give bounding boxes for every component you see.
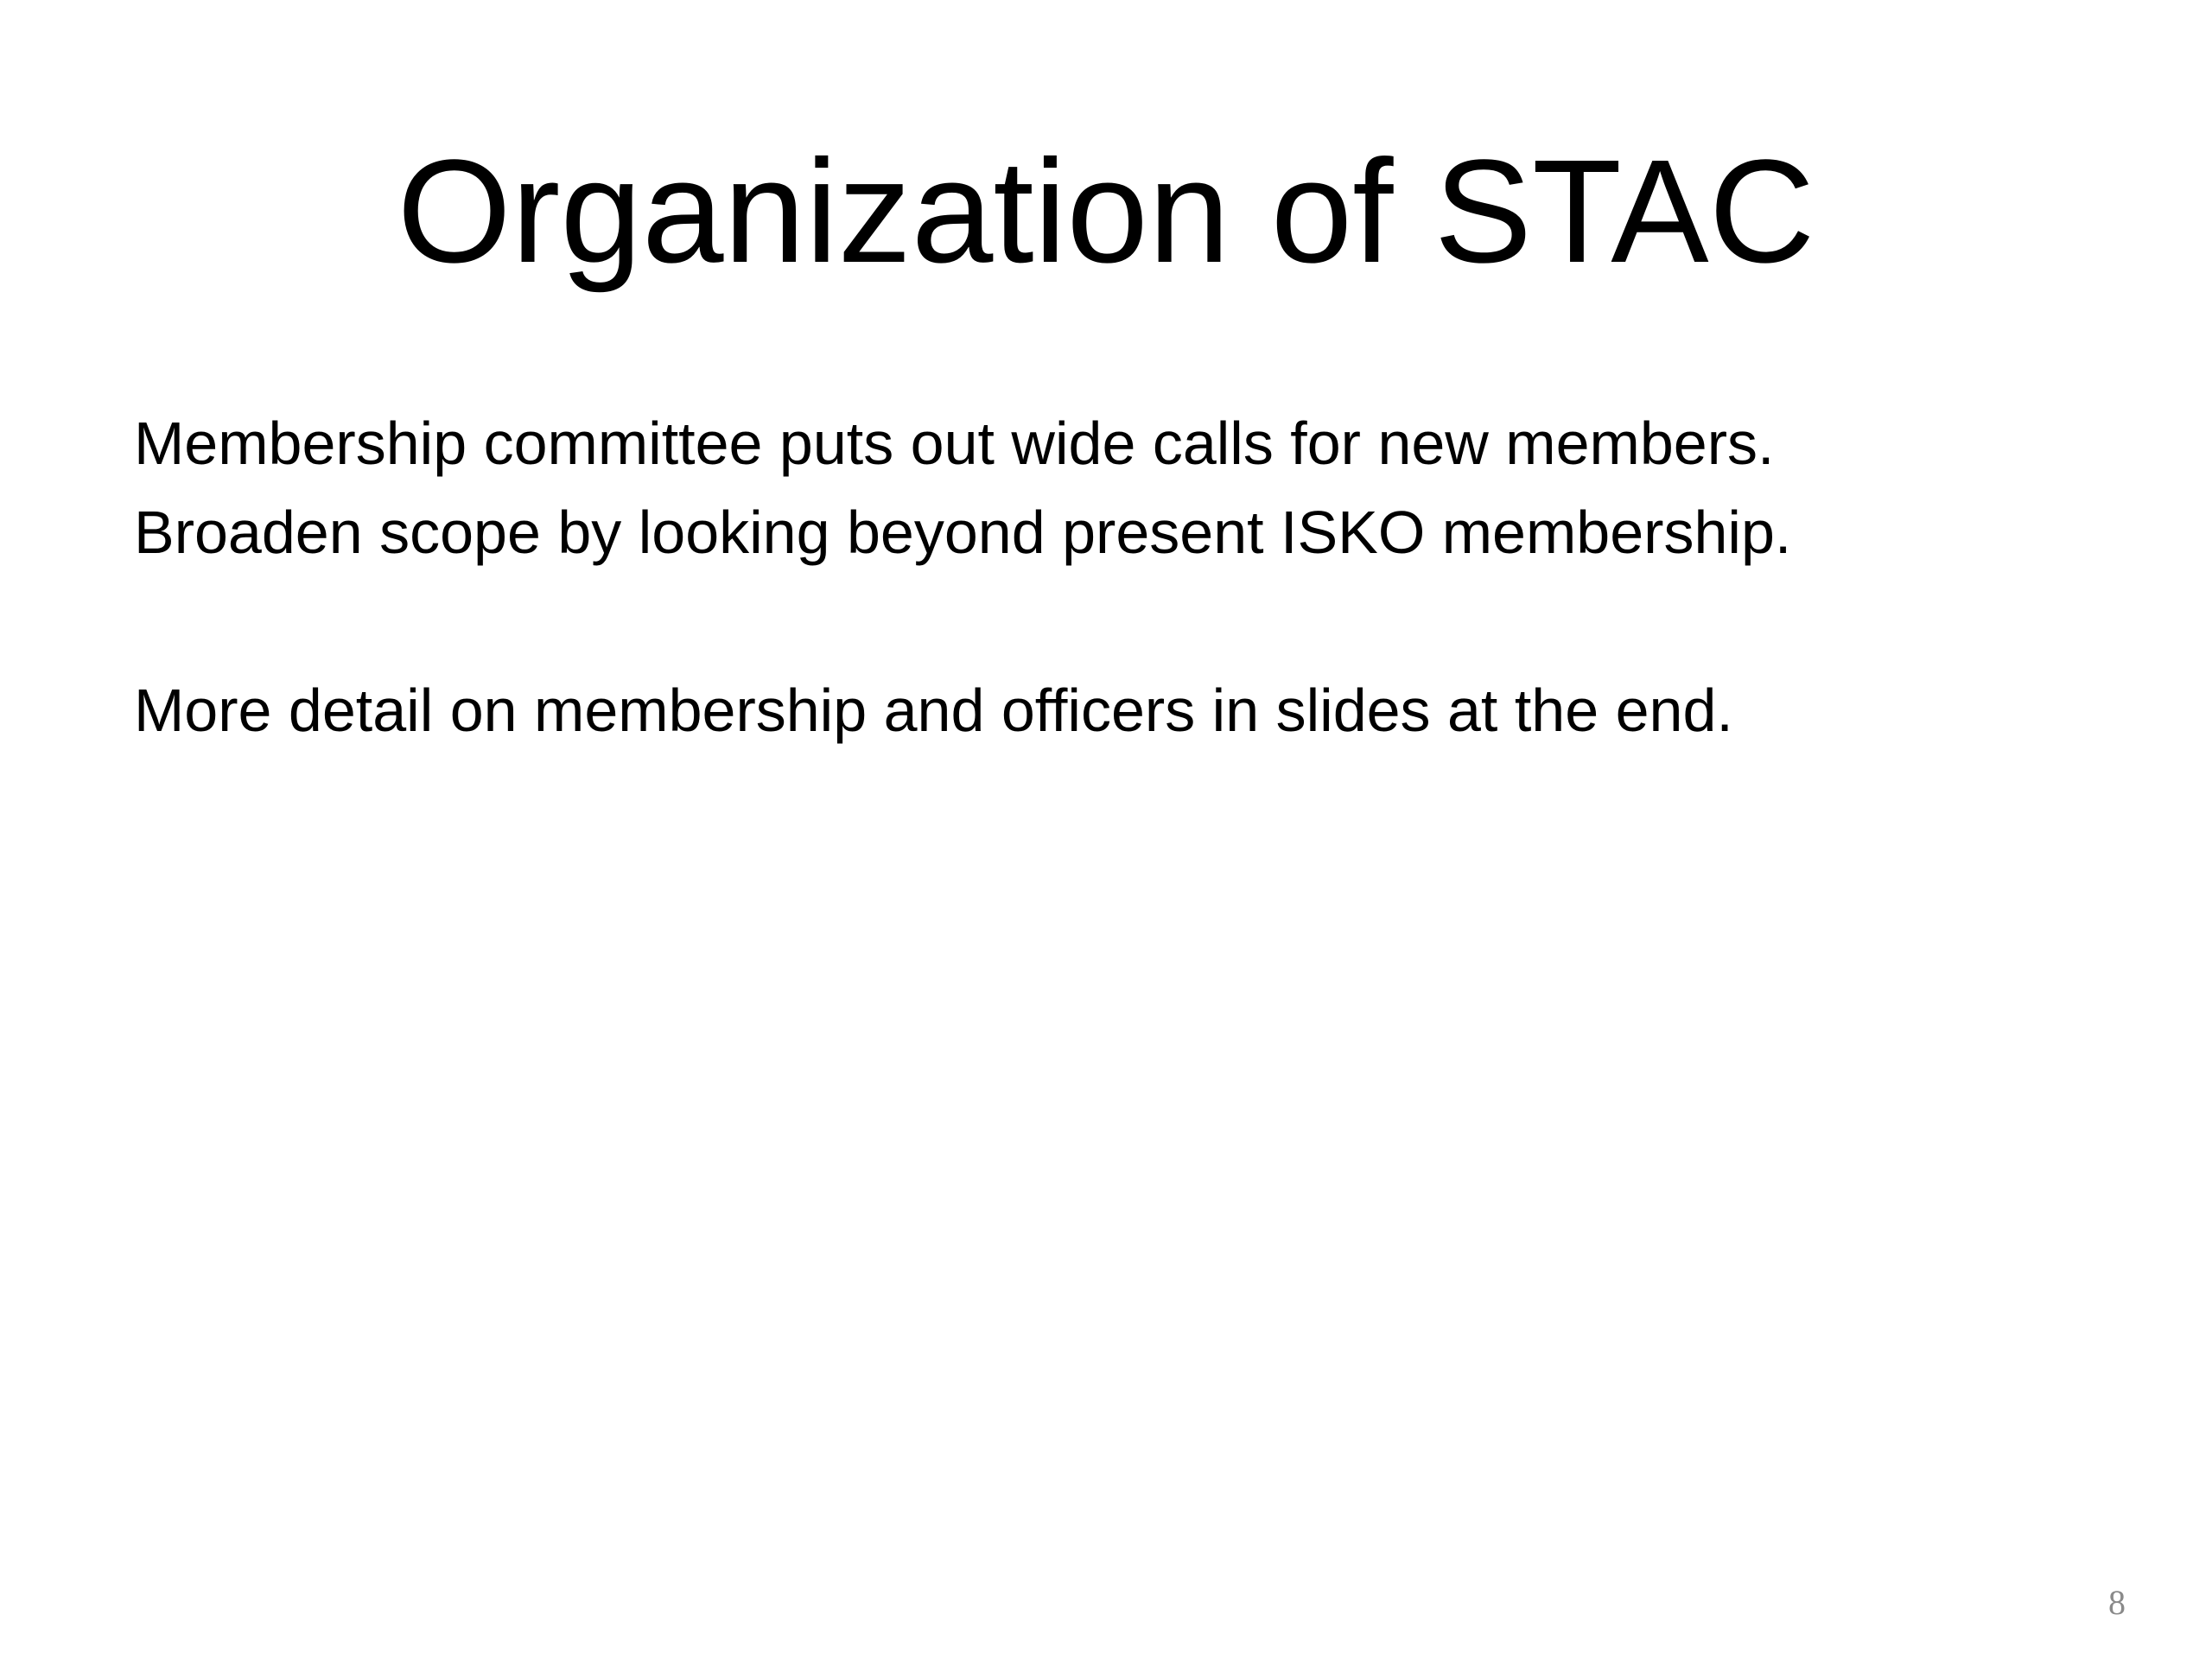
body-line-more-detail: More detail on membership and officers in slides at the end. <box>134 677 1733 744</box>
paragraph-spacer <box>134 577 2121 666</box>
slide-body <box>134 399 2121 755</box>
page-number: 8 <box>2108 1583 2126 1622</box>
body-line-membership-committee: Membership committee puts out wide calls for new members. <box>134 410 1775 477</box>
slide-title: Organization of STAC <box>397 130 1815 294</box>
body-line-broaden-scope: Broaden scope by looking beyond present ISKO membership. <box>134 499 1792 566</box>
